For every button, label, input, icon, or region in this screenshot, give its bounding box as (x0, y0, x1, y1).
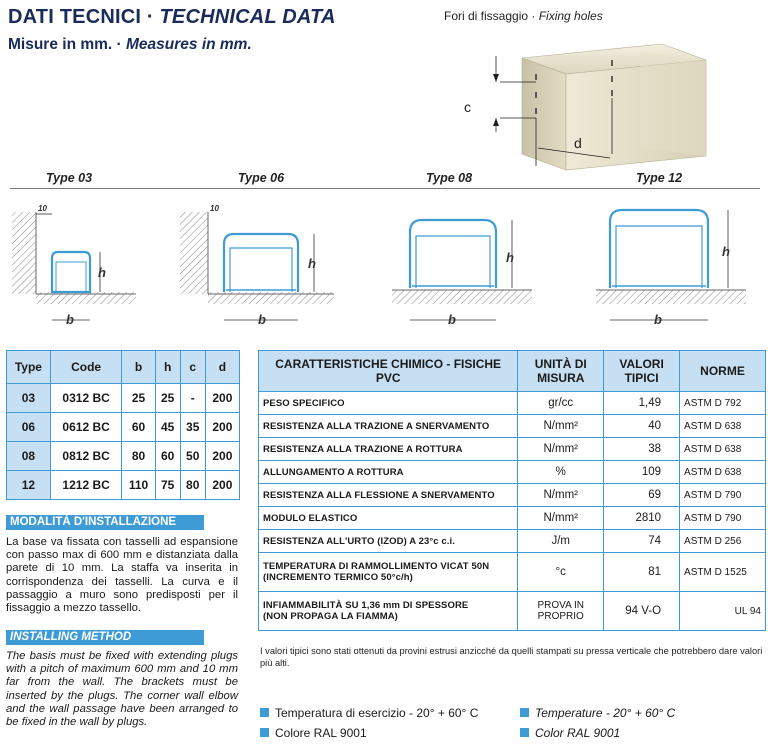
table-row (259, 530, 766, 553)
property-value: 74 (604, 530, 680, 553)
property-norm: ASTM D 638 (680, 461, 766, 484)
cell: 45 (155, 413, 180, 442)
property-name-cell (259, 592, 518, 631)
channel-end-face (522, 58, 566, 170)
legend-text: Temperatura di esercizio - 20° + 60° C (275, 706, 479, 720)
property-unit: N/mm² (518, 484, 604, 507)
property-name: RESISTENZA ALLA TRAZIONE A SNERVAMENTO (259, 415, 518, 438)
property-name-note: (INCREMENTO TERMICO 50°c/h) (263, 572, 413, 583)
property-unit: % (518, 461, 604, 484)
channel-overlap (640, 52, 706, 156)
subtitle-en: Measures in mm. (126, 36, 252, 53)
cell: 50 (180, 442, 205, 471)
dim-b-label-12: b (654, 312, 662, 327)
property-name: RESISTENZA ALLA FLESSIONE A SNERVAMENTO (259, 484, 518, 507)
col-h: h (155, 351, 180, 384)
property-name: TEMPERATURA DI RAMMOLLIMENTO VICAT 50N (263, 561, 490, 572)
type-08-label: Type 08 (426, 171, 473, 185)
table-row (7, 471, 240, 500)
property-name: RESISTENZA ALL'URTO (IZOD) A 23°c c.i. (259, 530, 518, 553)
property-norm: ASTM D 792 (680, 392, 766, 415)
fixing-en: Fixing holes (538, 9, 603, 23)
dim-b-label-06: b (258, 312, 266, 327)
typical-values-note: I valori tipici sono stati ottenuti da provini estrusi anzicché da quelli stampati su pressa verticale che potrebbero dare valori più alti. (260, 646, 763, 668)
property-value: 40 (604, 415, 680, 438)
property-norm: ASTM D 790 (680, 507, 766, 530)
cell: 12 (7, 471, 51, 500)
col-property: CARATTERISTICHE CHIMICO - FISICHE PVC (259, 351, 518, 392)
col-norm: NORME (680, 351, 766, 392)
col-value: VALORI TIPICI (604, 351, 680, 392)
property-unit: gr/cc (518, 392, 604, 415)
property-norm: ASTM D 256 (680, 530, 766, 553)
type-06-label: Type 06 (238, 171, 285, 185)
cell: 0812 BC (50, 442, 122, 471)
col-b: b (122, 351, 155, 384)
table-row (259, 553, 766, 592)
property-unit: N/mm² (518, 438, 604, 461)
cross-section-diagrams (0, 192, 768, 337)
property-value: 69 (604, 484, 680, 507)
type-12-label: Type 12 (636, 171, 683, 185)
property-unit: PROVA IN PROPRIO (518, 592, 604, 631)
dim-b-label-03: b (66, 312, 74, 327)
table-row (7, 384, 240, 413)
dimensions-header-row (7, 351, 240, 384)
dim-h-label-03: h (98, 265, 106, 280)
property-unit: N/mm² (518, 507, 604, 530)
dim-h-label-06: h (308, 256, 316, 271)
property-value: 94 V-O (604, 592, 680, 631)
properties-table (258, 350, 766, 631)
legend-bullet (520, 708, 529, 717)
install-title-it: MODALITÀ D'INSTALLAZIONE (6, 515, 204, 530)
dim-d-label: d (574, 135, 582, 151)
type-03-label: Type 03 (46, 171, 93, 185)
section-rule (10, 188, 760, 189)
cell: 200 (205, 384, 239, 413)
dim-h-label-08: h (506, 250, 514, 265)
dim-b-label-08: b (448, 312, 456, 327)
channel-illustration (440, 28, 768, 178)
cell: 0312 BC (50, 384, 122, 413)
property-norm: ASTM D 638 (680, 438, 766, 461)
cell: 35 (180, 413, 205, 442)
cell: 60 (155, 442, 180, 471)
property-unit: °c (518, 553, 604, 592)
title-it: DATI TECNICI · (8, 6, 160, 28)
fixing-holes-label (444, 9, 603, 23)
cell: 25 (155, 384, 180, 413)
table-row (259, 415, 766, 438)
cell: 03 (7, 384, 51, 413)
cell: 1212 BC (50, 471, 122, 500)
dim-h-label-12: h (722, 244, 730, 259)
page-title (8, 6, 336, 29)
type-08-section (392, 220, 532, 327)
install-text-it: La base va fissata con tasselli ad espansione con passo max di 600 mm e distanziata dalla parete di 10 mm. La staffa va inserita in corrispondenza dei tasselli. La curva e il passaggio a muro sono predisposti per il fissaggio a mezzo tassello. (6, 536, 238, 615)
type-12-section (596, 210, 746, 327)
table-row (259, 592, 766, 631)
property-unit: J/m (518, 530, 604, 553)
col-c: c (180, 351, 205, 384)
property-name: ALLUNGAMENTO A ROTTURA (259, 461, 518, 484)
dimensions-table (6, 350, 240, 500)
cell: 06 (7, 413, 51, 442)
cell: 0612 BC (50, 413, 122, 442)
property-value: 1,49 (604, 392, 680, 415)
property-norm: ASTM D 638 (680, 415, 766, 438)
table-row (7, 413, 240, 442)
table-row (259, 461, 766, 484)
table-row (7, 442, 240, 471)
fixing-it: Fori di fissaggio · (444, 9, 539, 23)
property-name: RESISTENZA ALLA TRAZIONE A ROTTURA (259, 438, 518, 461)
property-norm: ASTM D 790 (680, 484, 766, 507)
install-text-en: The basis must be fixed with extending plugs with a pitch of maximum 600 mm and 10 mm far from the wall. The brackets must be inserted by the plugs. The corner wall elbow and the wall passage have been arranged to be fixed in the wall by plugs. (6, 650, 238, 729)
property-unit: N/mm² (518, 415, 604, 438)
cell: 110 (122, 471, 155, 500)
col-d: d (205, 351, 239, 384)
cell: 80 (122, 442, 155, 471)
legend-bullet (520, 728, 529, 737)
cell: 200 (205, 413, 239, 442)
property-value: 109 (604, 461, 680, 484)
property-name: PESO SPECIFICO (259, 392, 518, 415)
type-03-section (12, 204, 136, 327)
property-name: MODULO ELASTICO (259, 507, 518, 530)
type-06-section (180, 204, 334, 327)
table-row (259, 484, 766, 507)
legend-temperature-en (520, 706, 675, 720)
property-name-cell (259, 553, 518, 592)
legend-color-it (260, 726, 367, 740)
property-name: INFIAMMABILITÀ SU 1,36 mm DI SPESSORE (263, 600, 469, 611)
col-type: Type (7, 351, 51, 384)
legend-bullet (260, 728, 269, 737)
dim-10-label-06: 10 (210, 204, 219, 213)
table-row (259, 438, 766, 461)
legend-temperature-it (260, 706, 478, 720)
title-en: TECHNICAL DATA (159, 6, 336, 28)
property-norm: UL 94 (680, 592, 766, 631)
legend-text: Temperature - 20° + 60° C (535, 706, 676, 720)
legend-text: Colore RAL 9001 (275, 726, 367, 740)
col-code: Code (50, 351, 122, 384)
cell: 08 (7, 442, 51, 471)
legend-color-en (520, 726, 620, 740)
cell: 80 (180, 471, 205, 500)
properties-header-row (259, 351, 766, 392)
table-row (259, 392, 766, 415)
page-subtitle (8, 36, 252, 54)
property-value: 81 (604, 553, 680, 592)
cell: 200 (205, 442, 239, 471)
property-norm: ASTM D 1525 (680, 553, 766, 592)
legend-bullet (260, 708, 269, 717)
dim-10-label-03: 10 (38, 204, 47, 213)
cell: - (180, 384, 205, 413)
install-title-en: INSTALLING METHOD (6, 630, 204, 645)
property-value: 2810 (604, 507, 680, 530)
subtitle-it: Misure in mm. · (8, 36, 126, 53)
property-name-note: (NON PROPAGA LA FIAMMA) (263, 611, 398, 622)
dim-c-label: c (464, 99, 471, 115)
col-unit: UNITÀ DI MISURA (518, 351, 604, 392)
table-row (259, 507, 766, 530)
property-value: 38 (604, 438, 680, 461)
legend-text: Color RAL 9001 (535, 726, 621, 740)
cell: 75 (155, 471, 180, 500)
cell: 200 (205, 471, 239, 500)
cell: 60 (122, 413, 155, 442)
cell: 25 (122, 384, 155, 413)
